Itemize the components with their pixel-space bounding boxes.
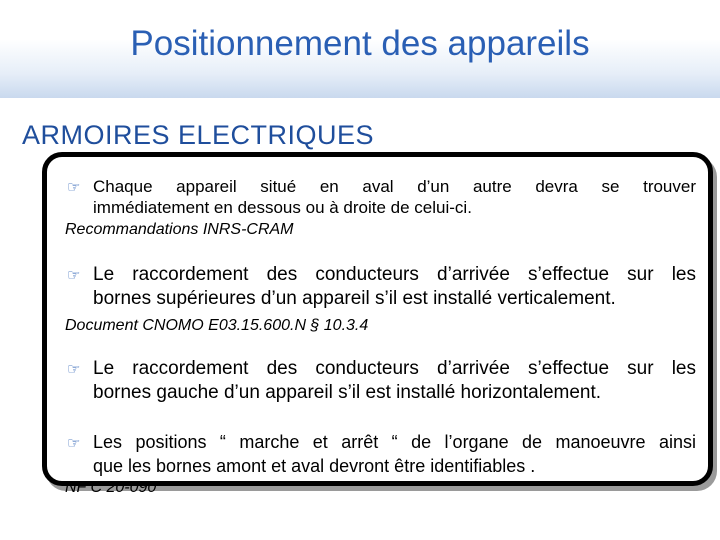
reference-text: Recommandations INRS-CRAM bbox=[65, 221, 294, 238]
bullet-text: bornes gauche d’un appareil s’il est installé horizontalement. bbox=[93, 382, 602, 403]
bullet-item-2 bbox=[67, 263, 696, 310]
bullet-text: immédiatement en dessous ou à droite de celui-ci. bbox=[93, 198, 472, 217]
bullet-text: Les positions “ marche et arrêt “ de l’organe de manoeuvre ainsi bbox=[93, 432, 696, 452]
bullet-item-3 bbox=[67, 357, 696, 404]
bullet-item-4 bbox=[67, 431, 696, 477]
reference-text: Document CNOMO E03.15.600.N § 10.3.4 bbox=[65, 317, 369, 334]
pointing-hand-icon: ☞ bbox=[67, 267, 81, 284]
bullet-item-1 bbox=[67, 177, 696, 218]
slide-title: Positionnement des appareils bbox=[130, 24, 590, 63]
bullet-text: Le raccordement des conducteurs d’arrivée s’effectue sur les bbox=[93, 358, 696, 379]
bullet-text: Chaque appareil situé en aval d’un autre devra se trouver bbox=[93, 177, 696, 196]
section-heading: ARMOIRES ELECTRIQUES bbox=[22, 120, 375, 150]
pointing-hand-icon: ☞ bbox=[67, 179, 81, 196]
bullet-text: que les bornes amont et aval devront être identifiables . bbox=[93, 456, 536, 476]
pointing-hand-icon: ☞ bbox=[67, 361, 81, 378]
reference-text: NF C 20-090 bbox=[65, 479, 157, 496]
content-frame bbox=[42, 152, 713, 496]
pointing-hand-icon: ☞ bbox=[67, 435, 81, 452]
bullet-text: Le raccordement des conducteurs d’arrivée s’effectue sur les bbox=[93, 264, 696, 285]
bullet-text: bornes supérieures d’un appareil s’il est installé verticalement. bbox=[93, 288, 616, 309]
